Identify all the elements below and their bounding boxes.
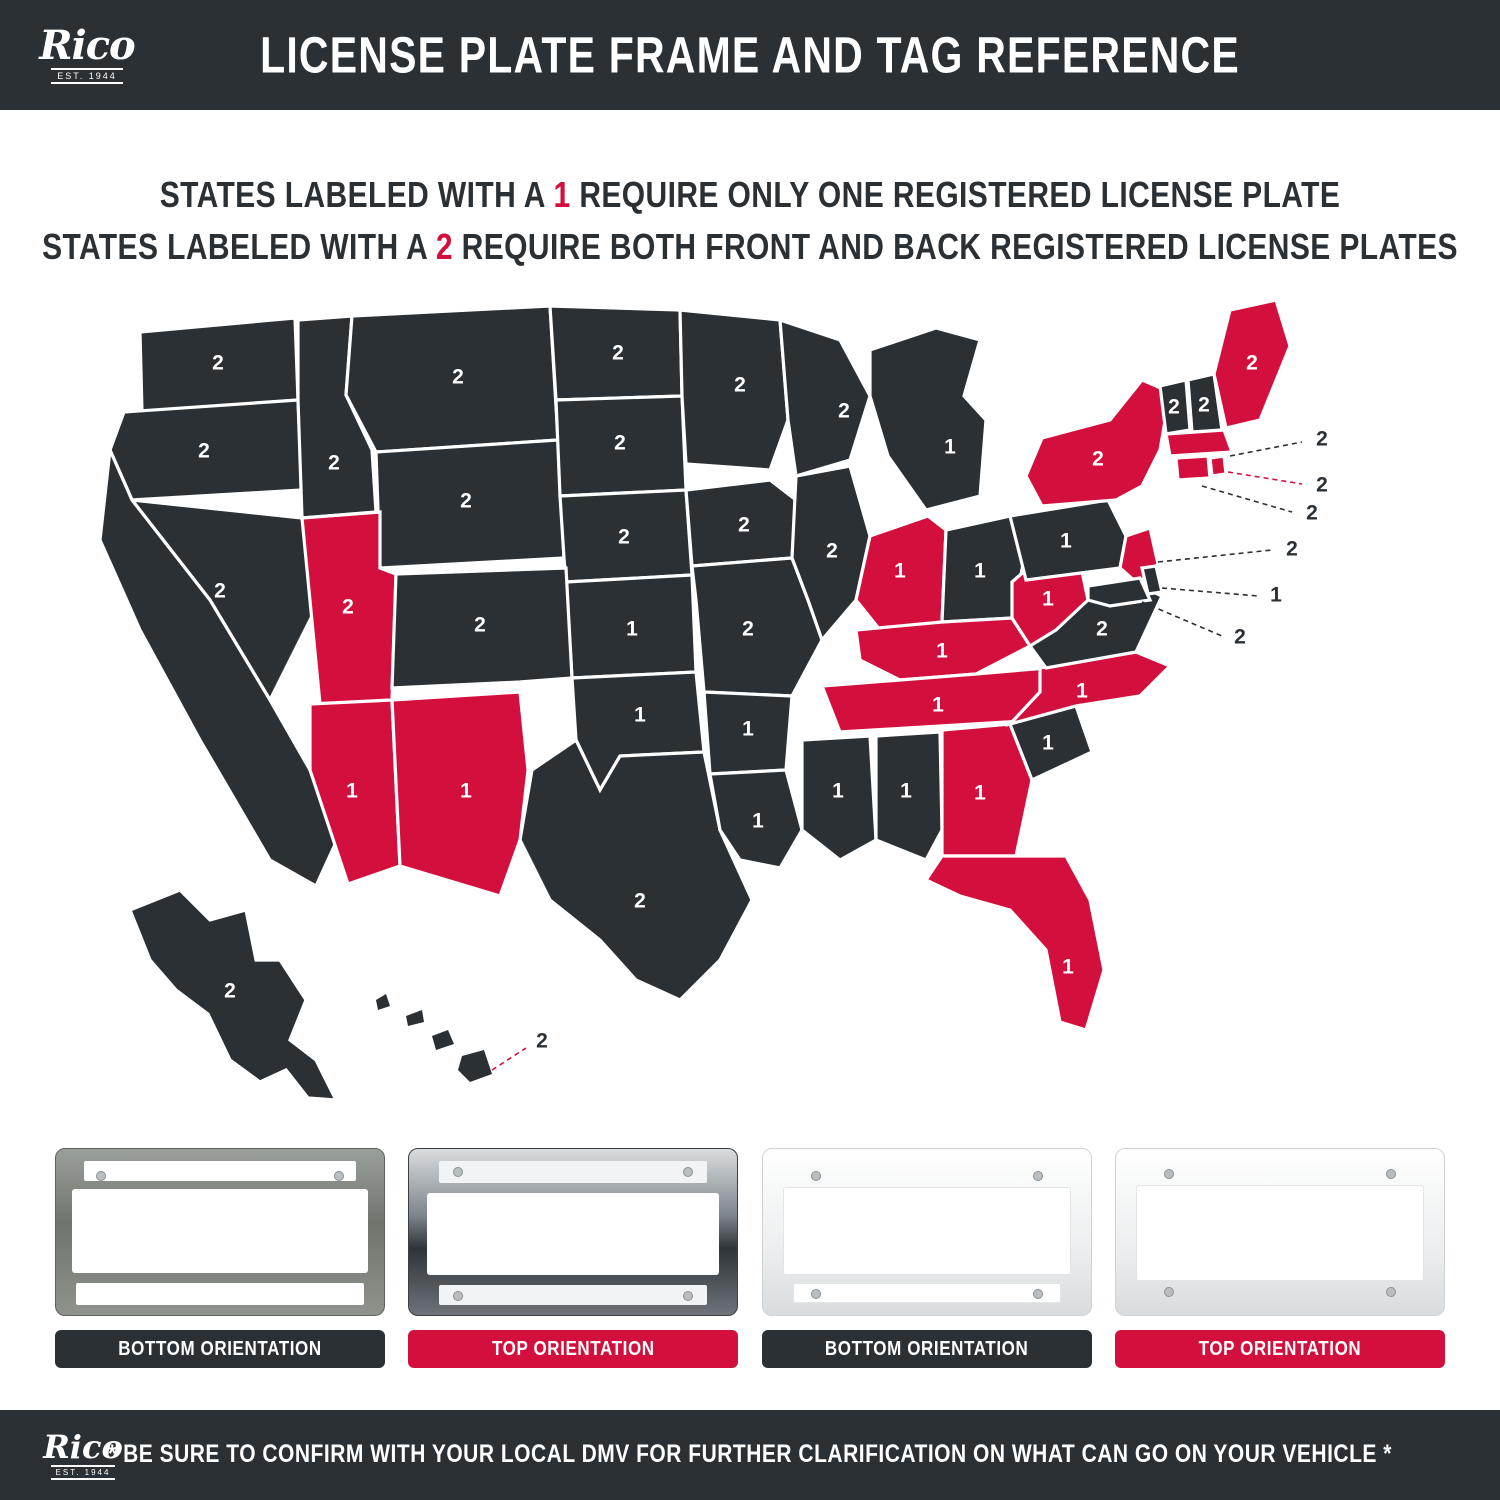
legend-one-after: REQUIRE ONLY ONE REGISTERED LICENSE PLATE <box>570 175 1341 216</box>
state-label-ny: 2 <box>1092 447 1104 471</box>
frame-item-3[interactable] <box>762 1148 1092 1378</box>
state-label-ar: 1 <box>742 717 754 741</box>
callout-label-ct: 2 <box>1306 501 1318 525</box>
state-label-ms: 1 <box>832 779 844 803</box>
state-label-oh: 1 <box>974 559 986 583</box>
state-label-co: 2 <box>474 613 486 637</box>
frame-top-band <box>439 1161 707 1183</box>
state-label-ak: 2 <box>224 979 236 1003</box>
callout-leader-ri <box>1228 472 1302 484</box>
frame-top-band <box>84 1161 356 1181</box>
state-label-mi: 1 <box>944 435 956 459</box>
footer-disclaimer: * BE SURE TO CONFIRM WITH YOUR LOCAL DMV FOR FURTHER CLARIFICATION ON WHAT CAN GO ON YOUR VEHICLE * <box>108 1440 1392 1469</box>
state-wi <box>780 320 870 476</box>
license-plate-frame-pewter-bottom <box>55 1148 385 1316</box>
frame-item-2[interactable] <box>408 1148 738 1378</box>
frame-caption-text: BOTTOM ORIENTATION <box>118 1337 322 1360</box>
callout-label-nj: 2 <box>1286 537 1298 561</box>
legend-text <box>0 170 1500 274</box>
screw-icon <box>1164 1169 1174 1179</box>
screw-icon <box>811 1289 821 1299</box>
state-label-ga: 1 <box>974 781 986 805</box>
frame-bottom-band <box>439 1285 707 1305</box>
state-label-wv: 1 <box>1042 587 1054 611</box>
frame-item-1[interactable] <box>55 1148 385 1378</box>
frame-caption-3 <box>762 1330 1092 1368</box>
frame-bottom-band <box>76 1283 364 1305</box>
state-ny <box>1026 380 1170 506</box>
frame-gallery <box>0 1148 1500 1378</box>
state-label-sc: 1 <box>1042 731 1054 755</box>
license-plate-frame-chrome-top <box>408 1148 738 1316</box>
frame-caption-text: TOP ORIENTATION <box>1198 1337 1362 1360</box>
frame-caption-text: TOP ORIENTATION <box>492 1337 655 1360</box>
state-ct <box>1176 456 1210 480</box>
state-label-tn: 1 <box>932 693 944 717</box>
callout-leader-ma <box>1230 442 1302 456</box>
state-label-ok: 1 <box>634 703 646 727</box>
callout-leader-nj <box>1158 550 1272 562</box>
state-label-nm: 1 <box>460 779 472 803</box>
brand-established: EST. 1944 <box>51 68 123 84</box>
state-mi <box>870 328 986 510</box>
screw-icon <box>96 1171 106 1181</box>
license-plate-frame-white-top <box>1115 1148 1445 1316</box>
frame-bottom-band <box>793 1283 1061 1303</box>
state-fl <box>926 856 1104 1030</box>
legend-two-after: REQUIRE BOTH FRONT AND BACK REGISTERED LICENSE PLATES <box>452 227 1458 268</box>
state-label-ks: 1 <box>626 617 638 641</box>
callout-label-ri: 2 <box>1316 473 1328 497</box>
state-label-id: 2 <box>328 451 340 475</box>
state-label-nc: 1 <box>1076 679 1088 703</box>
state-label-or: 2 <box>198 439 210 463</box>
state-label-al: 1 <box>900 779 912 803</box>
legend-two-number: 2 <box>435 227 453 268</box>
state-label-mn: 2 <box>734 373 746 397</box>
screw-icon <box>334 1171 344 1181</box>
screw-icon <box>1164 1287 1174 1297</box>
frame-window <box>72 1189 368 1273</box>
screw-icon <box>811 1171 821 1181</box>
screw-icon <box>1386 1169 1396 1179</box>
state-label-ne: 2 <box>618 525 630 549</box>
state-label-nh: 2 <box>1198 393 1210 417</box>
callout-leader-de <box>1162 588 1258 596</box>
frame-window <box>427 1193 719 1275</box>
state-md <box>1088 578 1150 606</box>
callout-label-ma: 2 <box>1316 427 1328 451</box>
state-label-il: 2 <box>826 539 838 563</box>
state-label-wi: 2 <box>838 399 850 423</box>
state-label-ut: 2 <box>342 595 354 619</box>
state-label-pa: 1 <box>1060 529 1072 553</box>
state-label-ky: 1 <box>936 639 948 663</box>
frame-caption-2 <box>408 1330 738 1368</box>
footer-brand-established: EST. 1944 <box>51 1465 116 1480</box>
legend-one-before: STATES LABELED WITH A <box>159 175 554 216</box>
header-divider <box>0 110 1500 115</box>
frame-window <box>1136 1185 1424 1281</box>
state-label-ca: 2 <box>142 655 154 679</box>
usa-map <box>80 300 1440 1140</box>
state-label-nv: 2 <box>214 579 226 603</box>
state-label-ia: 2 <box>738 513 750 537</box>
screw-icon <box>1033 1289 1043 1299</box>
state-ma <box>1166 430 1232 456</box>
legend-one-number: 1 <box>553 175 571 216</box>
state-label-az: 1 <box>346 779 358 803</box>
frame-item-4[interactable] <box>1115 1148 1445 1378</box>
state-label-wy: 2 <box>460 489 472 513</box>
screw-icon <box>1033 1171 1043 1181</box>
frame-caption-text: BOTTOM ORIENTATION <box>824 1337 1029 1360</box>
brand-logo <box>22 18 152 92</box>
screw-icon <box>1386 1287 1396 1297</box>
state-label-me: 2 <box>1246 351 1258 375</box>
state-label-nd: 2 <box>612 341 624 365</box>
state-label-va: 2 <box>1096 617 1108 641</box>
legend-line-two <box>0 217 1500 279</box>
state-label-tx: 2 <box>634 889 646 913</box>
brand-name: Rico <box>39 22 135 69</box>
state-label-in: 1 <box>894 559 906 583</box>
state-label-mt: 2 <box>452 365 464 389</box>
state-label-vt: 2 <box>1168 395 1180 419</box>
callout-leader-md <box>1142 602 1222 636</box>
page-title: LICENSE PLATE FRAME AND TAG REFERENCE <box>260 25 1240 84</box>
callout-leader-ct <box>1202 486 1292 512</box>
frame-window <box>783 1187 1071 1275</box>
footer-bar <box>0 1410 1500 1500</box>
header-bar <box>0 0 1500 110</box>
state-label-sd: 2 <box>614 431 626 455</box>
state-label-mo: 2 <box>742 617 754 641</box>
callout-leader-hi <box>492 1048 526 1070</box>
footer-brand-name: Rico <box>43 1427 123 1466</box>
callout-label-de: 1 <box>1270 583 1282 607</box>
state-hi <box>376 994 492 1082</box>
state-label-fl: 1 <box>1062 955 1074 979</box>
state-label-wa: 2 <box>212 351 224 375</box>
callout-label-md: 2 <box>1234 625 1246 649</box>
callout-label-hi: 2 <box>536 1029 548 1053</box>
frame-caption-4 <box>1115 1330 1445 1368</box>
state-label-la: 1 <box>752 809 764 833</box>
state-ri <box>1210 456 1226 476</box>
legend-two-before: STATES LABELED WITH A <box>42 227 436 268</box>
license-plate-frame-white-bottom <box>762 1148 1092 1316</box>
frame-caption-1 <box>55 1330 385 1368</box>
